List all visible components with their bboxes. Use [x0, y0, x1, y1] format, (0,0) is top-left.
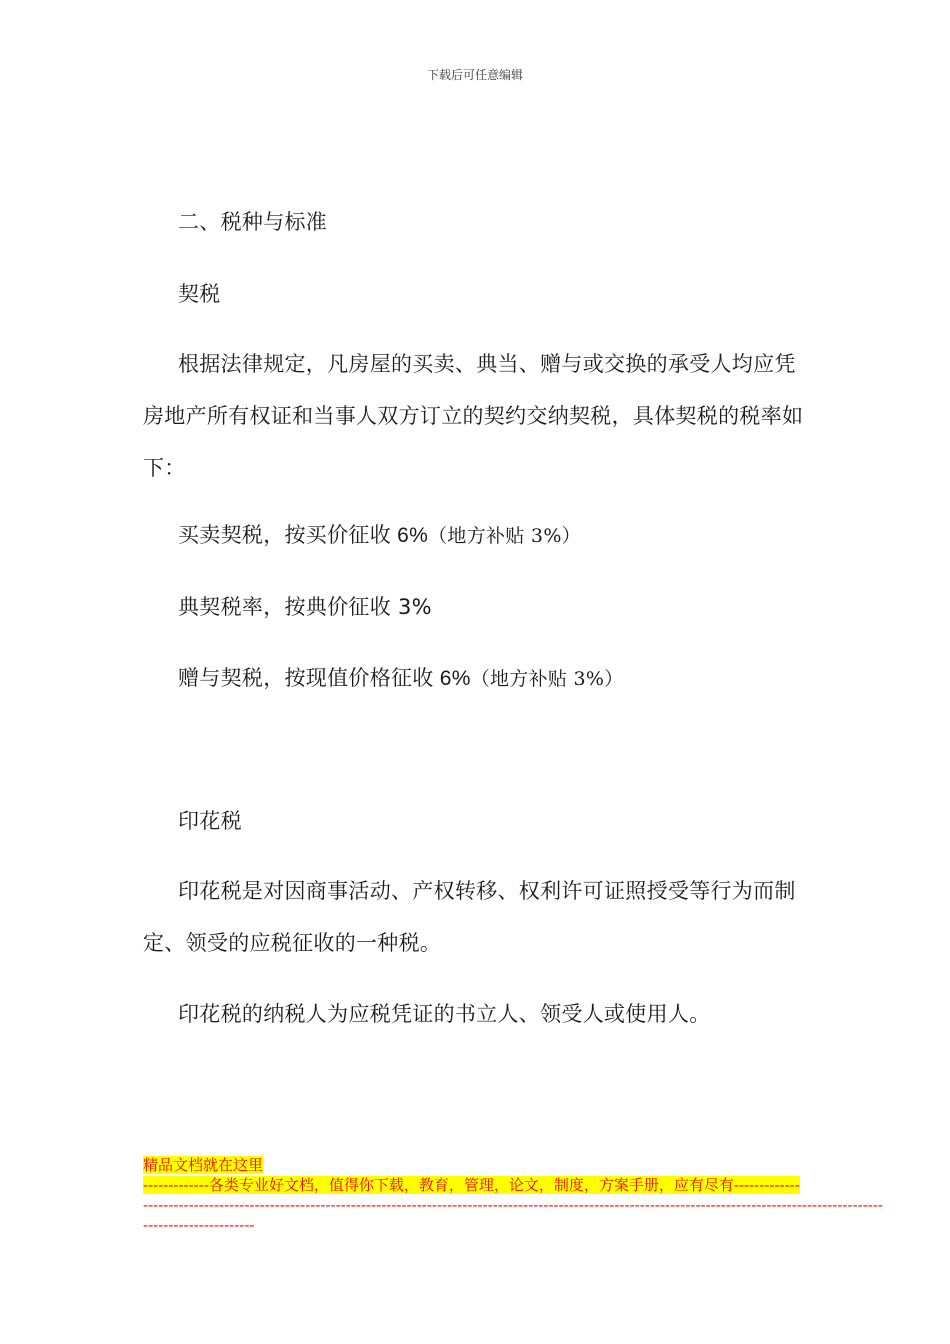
stamp-tax-description: 印花税是对因商事活动、产权转移、权利许可证照授受等行为而制定、领受的应税征收的一种税。 [143, 879, 796, 955]
deed-tax-title: 契税 [178, 282, 221, 306]
section-title: 二、税种与标准 [178, 210, 328, 234]
gift-tax-rate [143, 652, 807, 705]
footer-line-3: -------------------------------------------------------------------------------------------------------------------------------------------------- [143, 1196, 883, 1214]
mortgage-tax-rate: 典契税率，按典价征收 3% [178, 595, 432, 619]
footer-line-2: -------------各类专业好文档，值得你下载，教育，管理，论文，制度，方案手册，应有尽有------------- [143, 1176, 800, 1194]
sale-tax-rate [143, 509, 807, 562]
sale-tax-rate-note: （地方补贴 3%） [428, 525, 581, 547]
sale-tax-rate-main: 买卖契税，按买价征收 6% [178, 524, 429, 547]
gift-tax-rate-note: （地方补贴 3%） [470, 668, 624, 690]
stamp-tax-payer: 印花税的纳税人为应税凭证的书立人、领受人或使用人。 [178, 1002, 711, 1026]
page-header: 下载后可任意编辑 [426, 68, 523, 82]
footer-line-4: ---------------------- [143, 1216, 255, 1234]
stamp-tax-title: 印花税 [178, 809, 242, 833]
gift-tax-rate-main: 赠与契税，按现值价格征收 6% [178, 667, 471, 690]
deed-tax-description: 根据法律规定，凡房屋的买卖、典当、赠与或交换的承受人均应凭房地产所有权证和当事人双方订立的契约交纳契税，具体契税的税率如下： [143, 352, 804, 480]
promo-footer [143, 1155, 883, 1235]
footer-line-1: 精品文档就在这里 [143, 1156, 264, 1174]
